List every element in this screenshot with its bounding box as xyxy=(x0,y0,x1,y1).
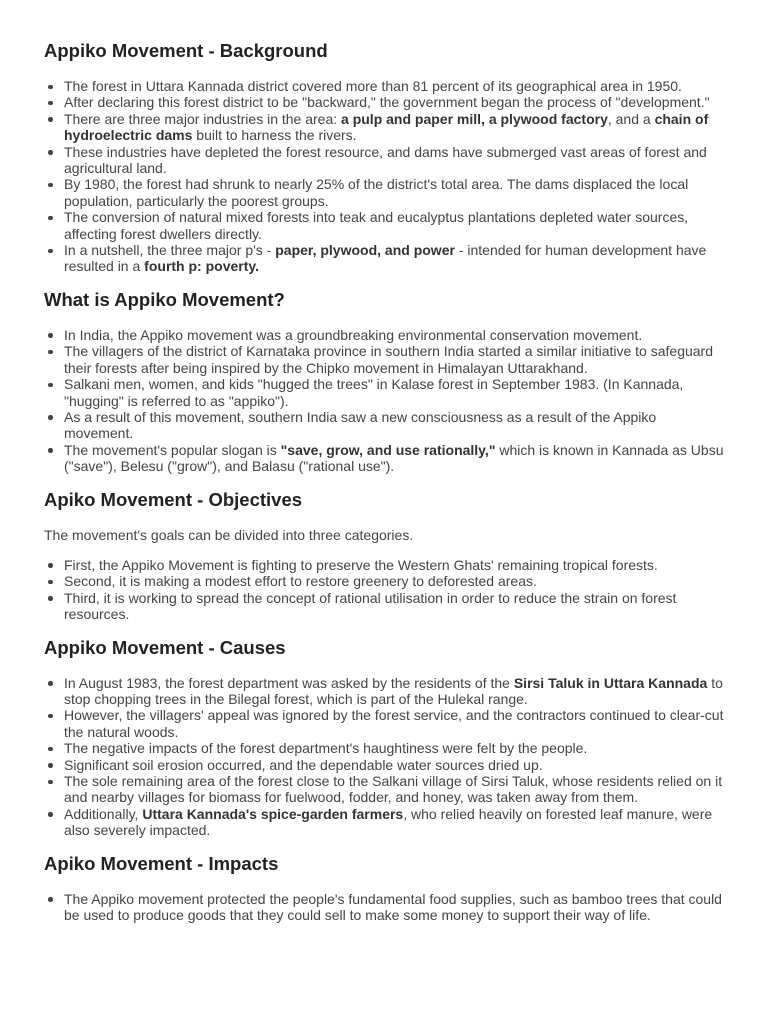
list-item xyxy=(64,343,726,376)
text-run: The Appiko movement protected the people's fundamental food supplies, such as bamboo trees that could be used to produce goods that they could sell to make some money to support their way of life. xyxy=(64,890,722,924)
list-item xyxy=(64,590,726,623)
text-run: , who relied heavily on forested leaf manure, were also severely impacted. xyxy=(64,805,713,839)
heading-impacts: Apiko Movement - Impacts xyxy=(44,852,279,874)
text-run: The movement's popular slogan is xyxy=(64,441,281,458)
text-run: , and a xyxy=(607,110,655,127)
section-causes xyxy=(44,637,726,839)
text-run: to stop chopping trees in the Bilegal forest, which is part of the Hulekal range. xyxy=(64,674,723,707)
text-run: built to harness the rivers. xyxy=(192,127,357,144)
section-what-is xyxy=(44,289,726,475)
list-objectives xyxy=(44,557,726,623)
list-item xyxy=(64,707,726,740)
section-objectives xyxy=(44,489,726,623)
list-item xyxy=(64,176,726,209)
text-run: These industries have depleted the forest resource, and dams have submerged vast areas of forest and agricultural land. xyxy=(64,143,707,177)
list-item xyxy=(64,806,726,839)
heading-background: Appiko Movement - Background xyxy=(44,40,328,61)
objectives-intro: The movement's goals can be divided into three categories. xyxy=(44,526,414,543)
list-item xyxy=(64,442,726,475)
list-item xyxy=(64,557,726,573)
list-item xyxy=(64,327,726,343)
heading-objectives: Apiko Movement - Objectives xyxy=(44,488,303,510)
heading-causes: Appiko Movement - Causes xyxy=(44,636,286,658)
text-run: There are three major industries in the area: xyxy=(64,110,342,127)
text-run: In a nutshell, the three major p's - xyxy=(64,242,276,259)
text-run: As a result of this movement, southern India saw a new consciousness as a result of the Appiko movement. xyxy=(64,408,657,442)
text-run: Additionally, xyxy=(64,805,143,822)
text-run: Third, it is working to spread the concept of rational utilisation in order to reduce the strain on forest resources. xyxy=(64,589,677,623)
list-item xyxy=(64,78,726,94)
list-item xyxy=(64,111,726,144)
text-run: By 1980, the forest had shrunk to nearly 25% of the district's total area. The dams displaced the local population, particularly the poorest groups. xyxy=(64,176,689,209)
bold-text: chain of hydroelectric dams xyxy=(64,110,709,144)
list-impacts xyxy=(44,891,726,924)
bold-text: a pulp and paper mill, a plywood factory xyxy=(341,110,608,127)
text-run: Salkani men, women, and kids "hugged the trees" in Kalase forest in September 1983. (In Kannada, "hugging" is referred to as "appiko"). xyxy=(64,376,684,409)
bold-text: Uttara Kannada's spice-garden farmers xyxy=(142,805,404,822)
bold-text: paper, plywood, and power xyxy=(275,242,455,259)
text-run: Significant soil erosion occurred, and the dependable water sources dried up. xyxy=(64,756,543,773)
list-item xyxy=(64,242,726,275)
text-run: The sole remaining area of the forest close to the Salkani village of Sirsi Taluk, whose residents relied on it and nearby villages for biomass for fuelwood, fodder, and honey, was taken away from them. xyxy=(64,773,723,806)
list-item xyxy=(64,94,726,110)
list-item xyxy=(64,757,726,773)
heading-what-is: What is Appiko Movement? xyxy=(44,288,285,310)
list-background xyxy=(44,78,726,275)
list-causes xyxy=(44,675,726,839)
list-item xyxy=(64,376,726,409)
text-run: which is known in Kannada as Ubsu ("save"), Belesu ("grow"), and Balasu ("rational use"). xyxy=(64,441,724,475)
text-run: The villagers of the district of Karnataka province in southern India started a similar initiative to safeguard their forests after being inspired by the Chipko movement in Himalayan Uttarakhand. xyxy=(64,343,713,376)
text-run: However, the villagers' appeal was ignored by the forest service, and the contractors continued to clear-cut the natural woods. xyxy=(64,707,724,740)
text-run: In August 1983, the forest department was asked by the residents of the xyxy=(64,674,514,691)
text-run: After declaring this forest district to be "backward," the government began the process of "development." xyxy=(64,94,710,111)
text-run: The conversion of natural mixed forests into teak and eucalyptus plantations depleted water sources, affecting forest dwellers directly. xyxy=(64,209,689,242)
list-item xyxy=(64,573,726,589)
list-item xyxy=(64,209,726,242)
text-run: - intended for human development have resulted in a xyxy=(64,242,707,275)
list-item xyxy=(64,891,726,924)
bold-text: Sirsi Taluk in Uttara Kannada xyxy=(513,674,708,691)
list-what-is xyxy=(44,327,726,475)
text-run: Second, it is making a modest effort to restore greenery to deforested areas. xyxy=(64,573,537,590)
list-item xyxy=(64,409,726,442)
list-item xyxy=(64,773,726,806)
text-run: In India, the Appiko movement was a groundbreaking environmental conservation movement. xyxy=(64,326,643,343)
list-item xyxy=(64,144,726,177)
list-item xyxy=(64,740,726,756)
text-run: First, the Appiko Movement is fighting to preserve the Western Ghats' remaining tropical forests. xyxy=(64,556,658,573)
section-impacts xyxy=(44,853,726,924)
bold-text: fourth p: poverty. xyxy=(144,258,260,275)
text-run: The forest in Uttara Kannada district covered more than 81 percent of its geographical area in 1950. xyxy=(64,78,682,94)
list-item xyxy=(64,675,726,708)
text-run: The negative impacts of the forest department's haughtiness were felt by the people. xyxy=(64,740,588,757)
section-background xyxy=(44,40,726,275)
bold-text: "save, grow, and use rationally," xyxy=(280,441,496,458)
